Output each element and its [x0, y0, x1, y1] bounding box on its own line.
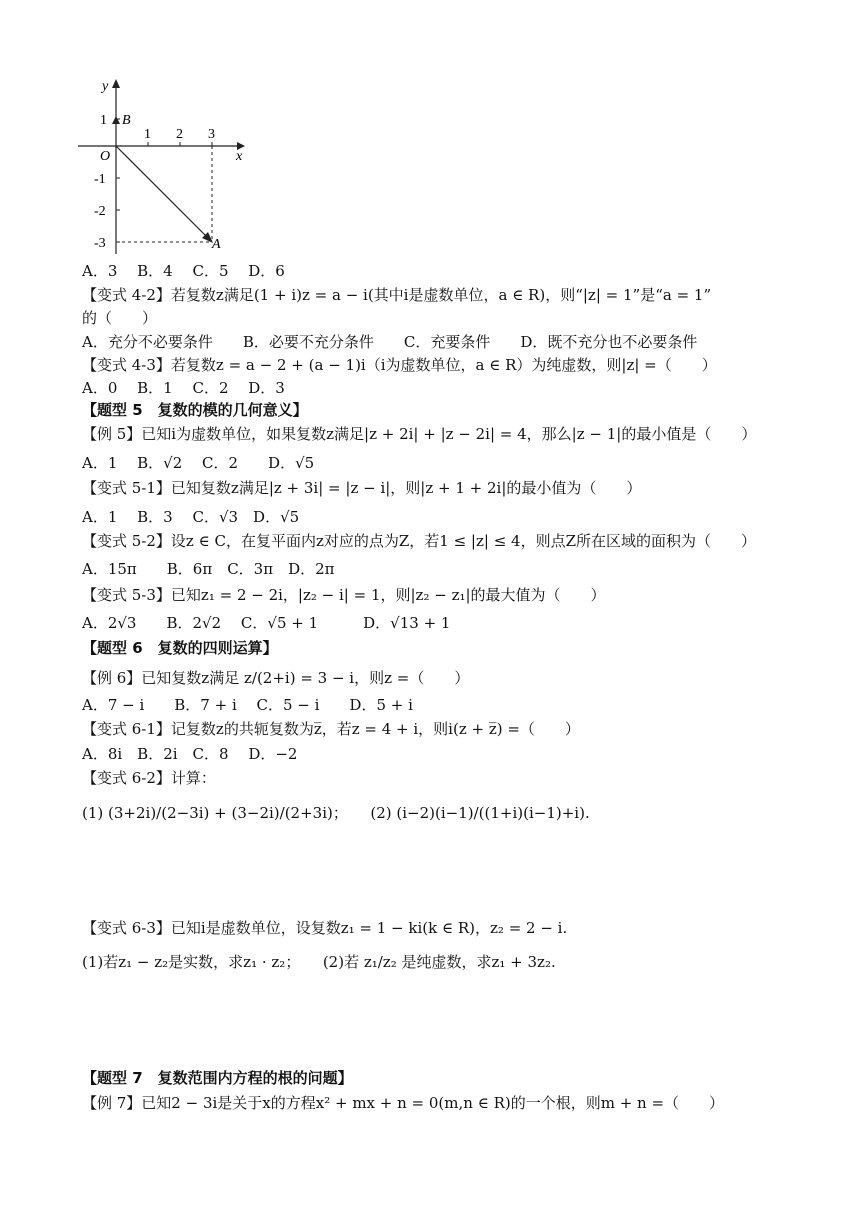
vector-oa — [116, 146, 209, 239]
variant-4-2-text-cont: 的（ ） — [82, 309, 158, 327]
example-6-text: 【例 6】已知复数z满足 z/(2+i) = 3 − i，则z =（ ） — [82, 669, 470, 687]
variant-5-3-text: 【变式 5-3】已知z₁ = 2 − 2i，|z₂ − i| = 1，则|z₂ − z₁|的最大值为（ ） — [82, 586, 606, 604]
example-5-text: 【例 5】已知i为虚数单位，如果复数z满足|z + 2i| + |z − 2i| = 4，那么|z − 1|的最小值是（ ） — [82, 425, 757, 443]
example-7-text: 【例 7】已知2 − 3i是关于x的方程x² + mx + n = 0(m,n ∈ R)的一个根，则m + n =（ ） — [82, 1094, 725, 1112]
point-a-label: A — [212, 237, 221, 252]
variant-5-1-text: 【变式 5-1】已知复数z满足|z + 3i| = |z − i|，则|z + 1 + 2i|的最小值为（ ） — [82, 479, 642, 497]
variant-5-3-options: A．2√3 B．2√2 C．√5 + 1 D．√13 + 1 — [82, 614, 451, 632]
variant-5-1-options: A．1 B．3 C．√3 D．√5 — [82, 508, 300, 526]
type-7-heading: 【题型 7 复数范围内方程的根的问题】 — [82, 1069, 353, 1087]
variant-6-2-text: 【变式 6-2】计算： — [82, 769, 216, 787]
y-tick-label: -2 — [94, 204, 106, 219]
q4-1-options: A．3 B．4 C．5 D．6 — [82, 262, 285, 280]
variant-4-3-text: 【变式 4-3】若复数z = a − 2 + (a − 1)i（i为虚数单位，a ∈ R）为纯虚数，则|z| =（ ） — [82, 356, 717, 374]
y-axis-arrow — [112, 79, 120, 88]
variant-6-1-text: 【变式 6-1】记复数z的共轭复数为z̅，若z = 4 + i，则i(z + z̅) =（ ） — [82, 720, 580, 738]
variant-6-3-items: (1)若z₁ − z₂是实数，求z₁ · z₂； (2)若 z₁/z₂ 是纯虚数，求z₁ + 3z₂. — [82, 953, 556, 971]
point-b-label: B — [122, 113, 131, 128]
x-tick-label: 2 — [176, 127, 183, 142]
variant-6-2-items: (1) (3+2i)/(2−3i) + (3−2i)/(2+3i)； (2) (i−2)(i−1)/((1+i)(i−1)+i). — [82, 804, 590, 822]
variant-6-3-text: 【变式 6-3】已知i是虚数单位，设复数z₁ = 1 − ki(k ∈ R)，z₂ = 2 − i. — [82, 919, 568, 937]
y-tick-label: -3 — [94, 236, 106, 251]
example-6-options: A．7 − i B．7 + i C．5 − i D．5 + i — [82, 696, 413, 714]
y-tick-label: 1 — [100, 113, 107, 128]
type-6-heading: 【题型 6 复数的四则运算】 — [82, 639, 278, 657]
x-axis-label: x — [236, 149, 243, 164]
vector-ob-arrow — [112, 116, 120, 124]
y-axis-label: y — [102, 79, 109, 94]
example-5-options: A．1 B．√2 C．2 D．√5 — [82, 454, 315, 472]
x-tick-label: 1 — [144, 127, 151, 142]
variant-5-2-text: 【变式 5-2】设z ∈ C，在复平面内z对应的点为Z，若1 ≤ |z| ≤ 4，则点Z所在区域的面积为（ ） — [82, 532, 757, 550]
variant-5-2-options: A．15π B．6π C．3π D．2π — [82, 560, 335, 578]
variant-4-2-text: 【变式 4-2】若复数z满足(1 + i)z = a − i(其中i是虚数单位，a ∈ R)，则“|z| = 1”是“a = 1” — [82, 286, 712, 304]
type-5-heading: 【题型 5 复数的模的几何意义】 — [82, 401, 308, 419]
y-tick-label: -1 — [94, 172, 106, 187]
origin-label: O — [100, 149, 111, 164]
variant-4-2-options: A．充分不必要条件 B．必要不充分条件 C．充要条件 D．既不充分也不必要条件 — [82, 333, 698, 351]
complex-plane-figure — [78, 76, 258, 256]
x-tick-label: 3 — [208, 127, 215, 142]
variant-6-1-options: A．8i B．2i C．8 D．−2 — [82, 745, 298, 763]
variant-4-3-options: A．0 B．1 C．2 D．3 — [82, 379, 285, 397]
